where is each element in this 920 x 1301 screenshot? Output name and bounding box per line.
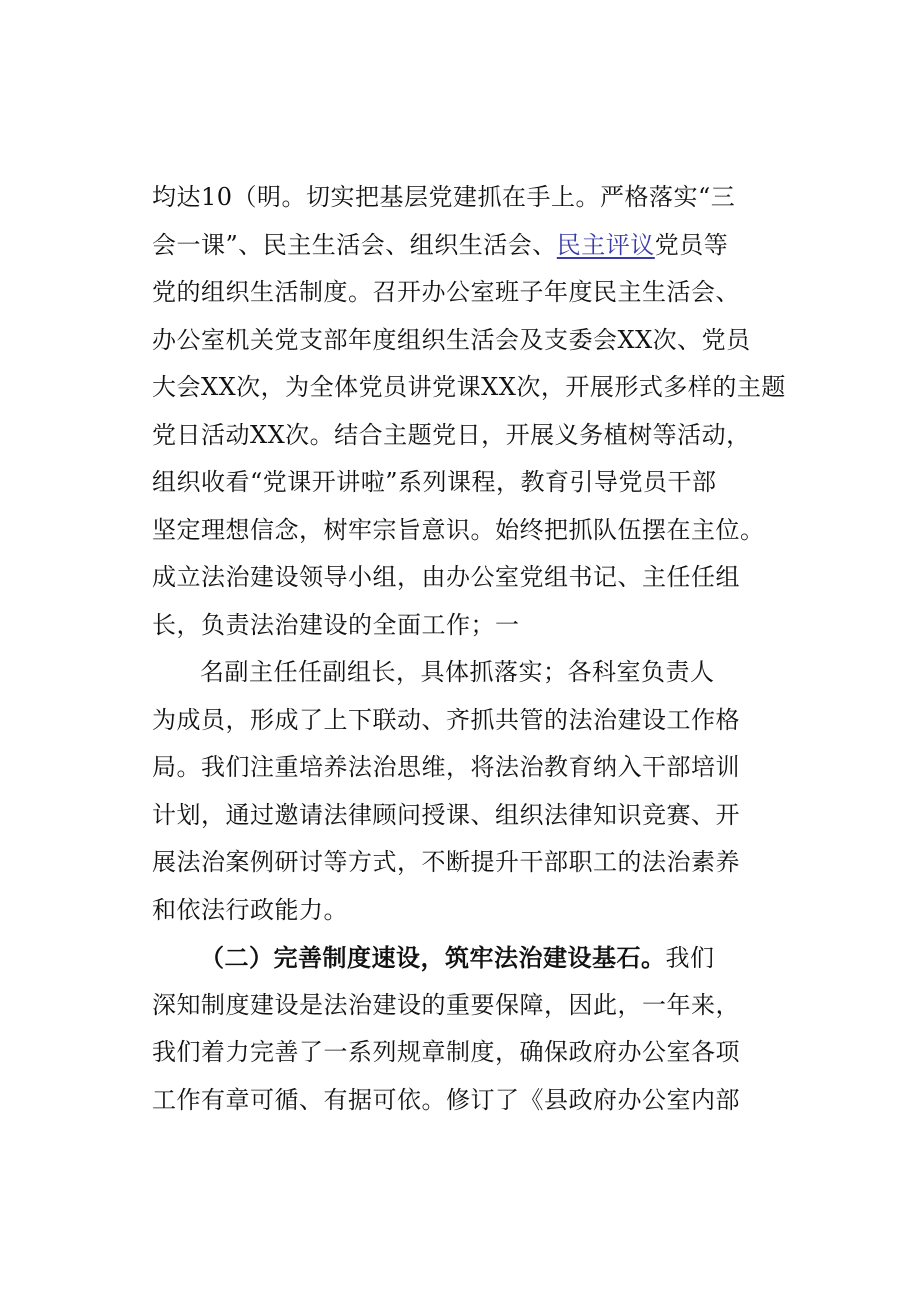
- text-fragment: 我们: [665, 944, 715, 972]
- section-heading: （二）完善制度速设，筑牢法治建设基石。: [200, 943, 666, 972]
- hyperlink-minzhu-pingyi[interactable]: 民主评议: [556, 230, 655, 259]
- text-line: 党的组织生活制度。召开办公室班子年度民主生活会、: [152, 278, 740, 306]
- text-line: 局。我们注重培养法治思维，将法治教育纳入干部培训: [152, 753, 740, 781]
- text-line: 组织收看“党课开讲啦”系列课程，教育引导党员干部: [152, 468, 717, 496]
- text-fragment: 党员等: [654, 230, 729, 259]
- text-line: 均达10（明。切实把基层党建抓在手上。严格落实“三: [152, 183, 736, 211]
- text-line: 展法治案例研讨等方式，不断提升干部职工的法治素养: [152, 848, 740, 876]
- text-line: 成立法治建设领导小组，由办公室党组书记、主任任组: [152, 563, 740, 591]
- text-line: 办公室机关党支部年度组织生活会及支委会XX次、党员: [152, 325, 751, 354]
- text-line: 为成员，形成了上下联动、齐抓共管的法治建设工作格: [152, 705, 740, 734]
- text-line: 工作有章可循、有据可依。修订了《县政府办公室内部: [152, 1085, 740, 1114]
- section-heading-line: [152, 934, 772, 982]
- text-line: 和依法行政能力。: [152, 895, 348, 924]
- text-line: 长，负责法治建设的全面工作；一: [152, 610, 520, 639]
- text-line: 坚定理想信念，树牢宗旨意识。始终把抓队伍摆在主位。: [152, 515, 765, 544]
- text-line: 我们着力完善了一系列规章制度，确保政府办公室各项: [152, 1038, 740, 1066]
- text-line: 大会XX次，为全体党员讲党课XX次，开展形式多样的主题: [152, 373, 786, 401]
- text-line: 名副主任任副组长，具体抓落实；各科室负责人: [200, 658, 715, 686]
- text-fragment: 会一课”、民主生活会、组织生活会、: [152, 230, 557, 259]
- text-line: 党日活动XX次。结合主题党日，开展义务植树等活动，: [152, 420, 751, 449]
- text-line: 计划，通过邀请法律顾问授课、组织法律知识竞赛、开: [152, 800, 740, 829]
- body-text: [152, 174, 786, 1124]
- text-line: 深知制度建设是法治建设的重要保障，因此，一年来，: [152, 990, 740, 1019]
- text-line: [152, 222, 772, 270]
